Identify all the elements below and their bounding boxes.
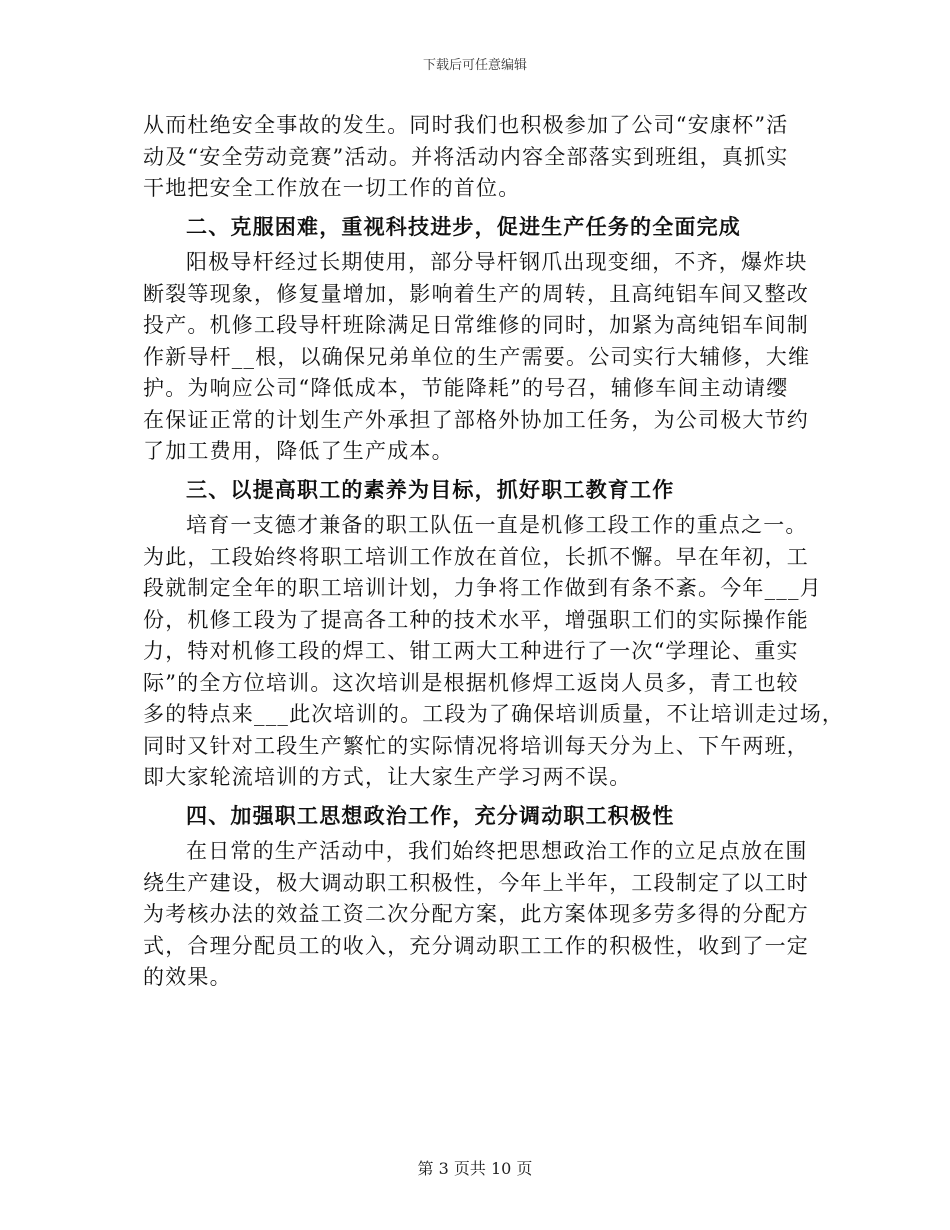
section-heading-4: 四、加强职工思想政治工作，充分调动职工积极性 <box>186 802 675 828</box>
paragraph-safety-continued <box>143 110 823 205</box>
text-line: 式，合理分配员工的收入，充分调动职工工作的积极性，收到了一定 <box>143 933 809 958</box>
text-line: 力，特对机修工段的焊工、钳工两大工种进行了一次“学理论、重实 <box>143 639 799 663</box>
text-line: 份，机修工段为了提高各工种的技术水平，增强职工们的实际操作能 <box>143 607 809 632</box>
text-line: 在日常的生产活动中，我们始终把思想政治工作的立足点放在围 <box>186 839 808 863</box>
text-line: 段就制定全年的职工培训计划，力争将工作做到有条不紊。今年___月 <box>143 576 822 600</box>
text-line: 的效果。 <box>143 965 232 989</box>
text-line: 作新导杆__根，以确保兄弟单位的生产需要。公司实行大辅修，大维 <box>143 344 811 369</box>
text-line: 为此，工段始终将职工培训工作放在首位，长抓不懈。早在年初，工 <box>143 544 809 569</box>
text-line: 了加工费用，降低了生产成本。 <box>143 439 454 463</box>
text-line: 即大家轮流培训的方式，让大家生产学习两不误。 <box>143 765 632 789</box>
text-line: 阳极导杆经过长期使用，部分导杆钢爪出现变细，不齐，爆炸块 <box>186 250 808 274</box>
text-line: 绕生产建设，极大调动职工积极性，今年上半年，工段制定了以工时 <box>143 870 809 895</box>
text-line: 际”的全方位培训。这次培训是根据机修焊工返岗人员多，青工也较 <box>143 670 799 695</box>
text-line: 从而杜绝安全事故的发生。同时我们也积极参加了公司“安康杯”活 <box>143 113 789 137</box>
page-header: 下载后可任意编辑 <box>422 58 527 73</box>
page-footer: 第 3 页共 10 页 <box>417 1159 533 1178</box>
paragraph-section-2 <box>143 247 823 468</box>
section-heading-2: 二、克服困难，重视科技进步，促进生产任务的全面完成 <box>186 213 741 239</box>
text-line: 投产。机修工段导杆班除满足日常维修的同时，加紧为高纯铝车间制 <box>143 313 809 337</box>
text-line: 动及“安全劳动竞赛”活动。并将活动内容全部落实到班组，真抓实 <box>143 144 789 169</box>
document-body <box>143 110 845 1000</box>
text-line: 为考核办法的效益工资二次分配方案，此方案体现多劳多得的分配方 <box>143 902 809 926</box>
text-line: 在保证正常的计划生产外承担了部格外协加工任务，为公司极大节约 <box>143 407 809 432</box>
text-line: 干地把安全工作放在一切工作的首位。 <box>143 176 521 200</box>
text-line: 同时又针对工段生产繁忙的实际情况将培训每天分为上、下午两班， <box>143 733 809 758</box>
text-line: 断裂等现象，修复量增加，影响着生产的周转，且高纯铝车间又整改 <box>143 281 809 306</box>
text-line: 多的特点来___此次培训的。工段为了确保培训质量，不让培训走过场， <box>143 702 845 726</box>
text-line: 护。为响应公司“降低成本，节能降耗”的号召，辅修车间主动请缨 <box>143 376 789 400</box>
section-heading-3: 三、以提高职工的素养为目标，抓好职工教育工作 <box>186 476 675 502</box>
paragraph-section-3 <box>143 510 845 794</box>
text-line: 培育一支德才兼备的职工队伍一直是机修工段工作的重点之一。 <box>186 513 808 537</box>
paragraph-section-4 <box>143 836 823 994</box>
